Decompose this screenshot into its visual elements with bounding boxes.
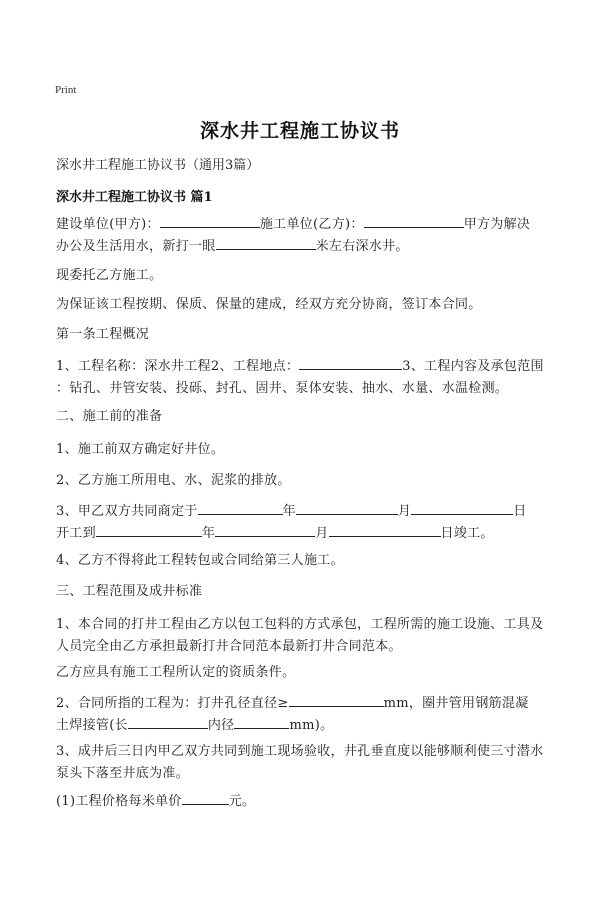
location-blank (299, 357, 402, 370)
end-year-blank (96, 524, 202, 537)
paragraph-text: 开工到 (56, 526, 96, 541)
paragraph-text: 甲方为解决 (463, 217, 531, 232)
start-year-blank (198, 502, 283, 515)
party-a-blank (160, 215, 260, 228)
paragraph-text: 月 (397, 504, 412, 519)
paragraph-text: (1)工程价格每米单价 (56, 794, 182, 809)
paragraph-no-subcontract: 4、乙方不得将此工程转包或合同给第三人施工。 (56, 553, 344, 568)
page-title: 深水井工程施工协议书 (199, 120, 400, 142)
paragraph-qualification: 乙方应具有施工工程所认定的资质条件。 (56, 665, 296, 680)
paragraph-text: 1、工程名称：深水井工程2、工程地点： (56, 359, 300, 374)
paragraph-text: 土焊接管(长 (56, 718, 128, 733)
party-b-blank (364, 215, 464, 228)
paragraph-purpose: 为保证该工程按期、保质、保量的建成，经双方充分协商，签订本合同。 (56, 297, 482, 312)
article-3-heading: 三、工程范围及成井标准 (56, 584, 203, 599)
paragraph-text: ：钻孔、井管安装、投砾、封孔、固井、泵体安装、抽水、水量、水温检测。 (56, 381, 509, 396)
paragraph-commission: 现委托乙方施工。 (56, 268, 163, 283)
paragraph-acceptance: 3、成井后三日内甲乙双方共同到施工现场验收，井孔垂直度以能够顺利使三寸潜水泵头下落至井底为准。 (56, 744, 544, 781)
print-link[interactable]: Print (55, 84, 77, 96)
unit-price-blank (182, 792, 229, 805)
end-day-blank (329, 524, 441, 537)
pipe-length-blank (128, 716, 208, 729)
paragraph-text: 月 (315, 526, 329, 541)
paragraph-text: 日竣工。 (440, 526, 494, 541)
paragraph-text: mm，圈井管用钢筋混凝 (383, 696, 529, 711)
section-heading: 深水井工程施工协议书 篇1 (56, 190, 213, 205)
paragraph-well-spec (56, 693, 546, 737)
paragraph-text: 米左右深水井。 (315, 239, 409, 254)
paragraph-text: 3、甲乙双方共同商定于 (56, 504, 198, 519)
paragraph-parties (56, 214, 546, 258)
paragraph-text: 3、工程内容及承包范围 (402, 359, 544, 374)
paragraph-contract-scope: 1、本合同的打井工程由乙方以包工包料的方式承包，工程所需的施工设施、工具及人员完全由乙方承担最新打井合同范本最新打井合同范本。 (56, 617, 544, 654)
paragraph-text: 元。 (228, 794, 256, 809)
depth-blank (216, 237, 316, 250)
party-b-label: 施工单位(乙方)： (259, 217, 364, 232)
paragraph-well-position: 1、施工前双方确定好井位。 (56, 442, 225, 457)
start-day-blank (411, 502, 513, 515)
diameter-blank (289, 694, 384, 707)
paragraph-text: 内径 (207, 718, 235, 733)
paragraph-text: 年 (201, 526, 216, 541)
start-month-blank (296, 502, 398, 515)
paragraph-text: mm)。 (289, 718, 334, 733)
article-2-heading: 二、施工前的准备 (56, 409, 163, 424)
paragraph-schedule (56, 501, 546, 545)
paragraph-utilities: 2、乙方施工所用电、水、泥浆的排放。 (56, 473, 291, 488)
inner-diameter-blank (234, 716, 289, 729)
paragraph-project-overview (56, 356, 546, 400)
article-1-heading: 第一条工程概况 (56, 327, 150, 342)
end-month-blank (215, 524, 315, 537)
party-a-label: 建设单位(甲方)： (56, 217, 160, 232)
paragraph-text: 日 (513, 504, 527, 519)
paragraph-text: 年 (282, 504, 296, 519)
document-subtitle: 深水井工程施工协议书（通用3篇） (56, 158, 260, 173)
paragraph-price (56, 791, 546, 813)
paragraph-text: 办公及生活用水，新打一眼 (56, 239, 216, 254)
paragraph-text: 2、合同所指的工程为：打井孔径直径≥ (56, 696, 289, 711)
